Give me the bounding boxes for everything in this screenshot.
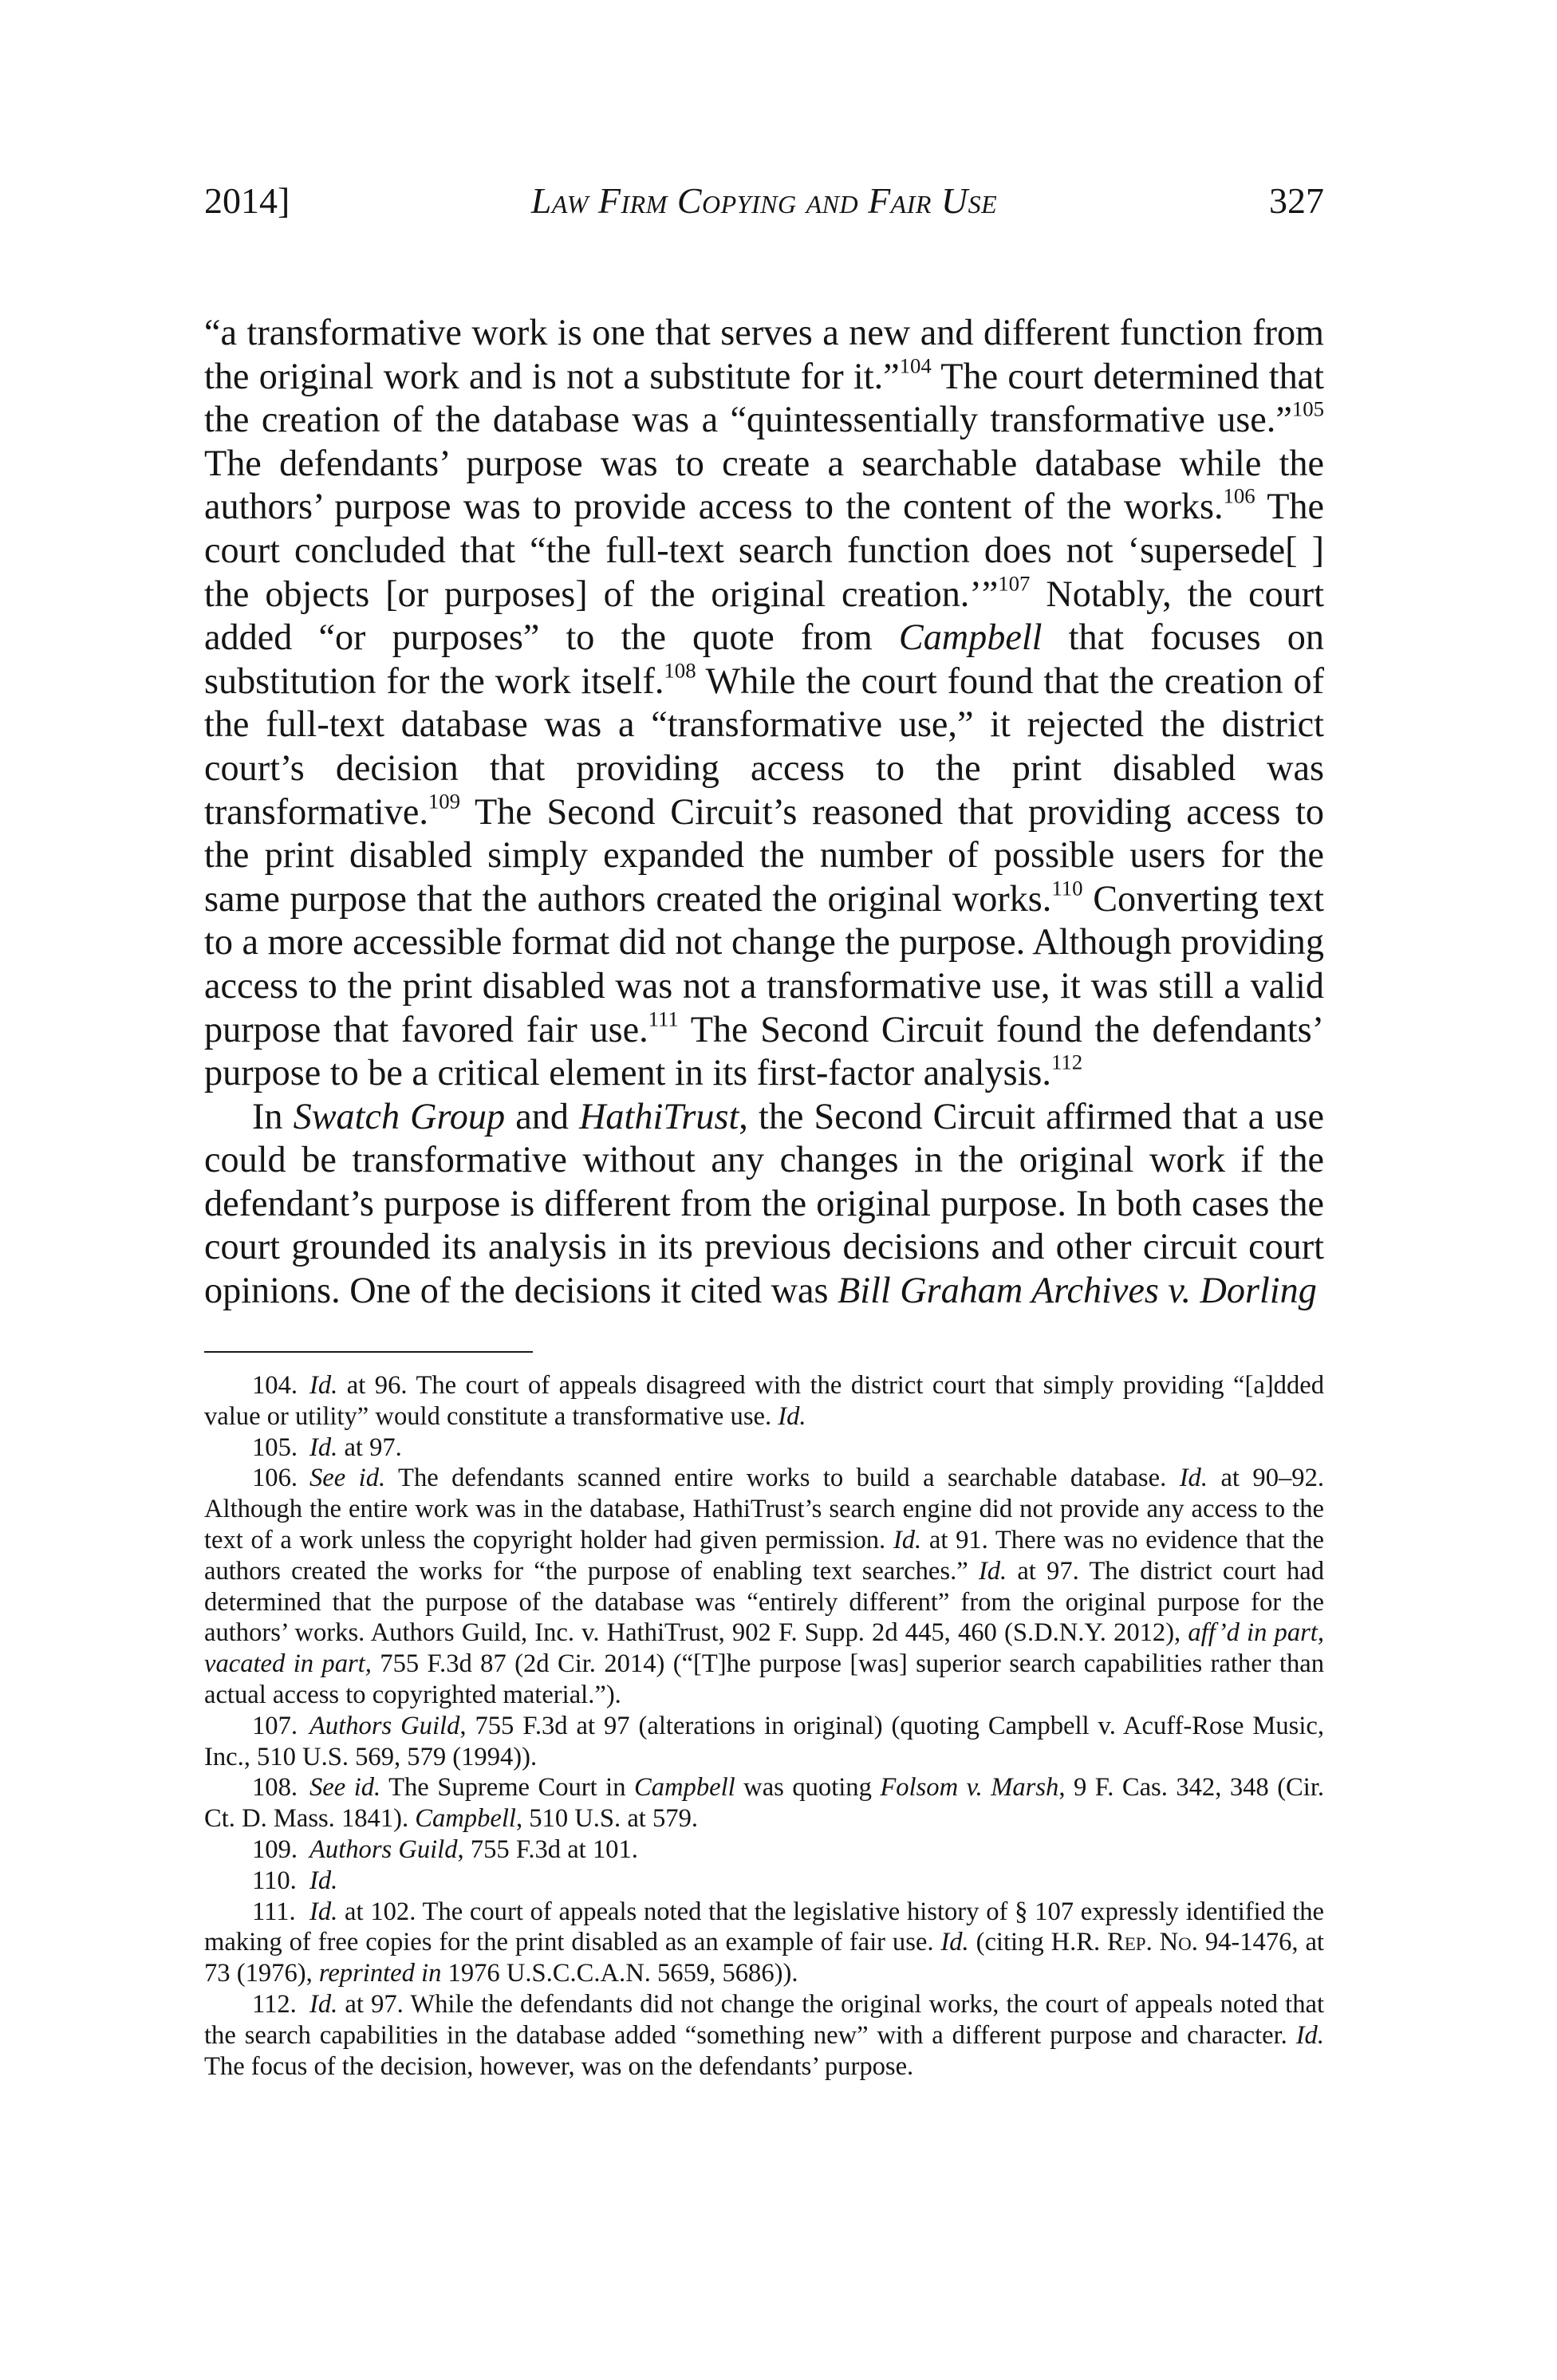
footnote-108 <box>204 1772 1324 1834</box>
footnote-ref-106: 106 <box>1223 484 1255 509</box>
text-run: 755 F.3d 87 (2d Cir. 2014) (“[T]he purpose [was] superior search capabilities rather than actual access to copyrighted material.”). <box>204 1649 1324 1709</box>
citation-signal: Id. <box>940 1928 969 1957</box>
text-run: “a transformative work is one that serves a new and different function from the original work and is not a substitute for it.” <box>204 312 1324 396</box>
citation-signal: See id. <box>309 1464 386 1493</box>
text-run: In <box>252 1095 294 1137</box>
citation-signal: Id. <box>309 1432 338 1462</box>
footnote-number: 112. <box>252 1989 297 2019</box>
citation-signal: Id. <box>1179 1464 1208 1493</box>
text-run: The court determined that the creation of the database was a “quintessentially transformative use.” <box>204 355 1324 440</box>
text-run: The defendants’ purpose was to create a searchable database while the authors’ purpose was to provide access to the content of the works. <box>204 442 1324 527</box>
main-text <box>204 311 1324 1313</box>
text-run: that focuses on substitution for the work itself. <box>204 617 1324 701</box>
text-run: While the court found that the creation of the full-text database was a “transformative use,” it rejected the district court’s decision that providing access to the print disabled was transformative. <box>204 660 1324 832</box>
citation-signal: Id. <box>1295 2020 1324 2050</box>
citation-signal: Id. <box>309 1371 338 1400</box>
footnote-105 <box>204 1432 1324 1464</box>
citation-signal: Id. <box>309 1897 338 1926</box>
footnote-ref-105: 105 <box>1291 396 1324 421</box>
case-name: Folsom v. Marsh <box>880 1773 1059 1803</box>
citation-signal: See id. <box>309 1773 381 1803</box>
paragraph-1 <box>204 311 1324 1095</box>
footnote-number: 107. <box>252 1711 298 1740</box>
footnote-ref-109: 109 <box>428 789 461 814</box>
footnote-number: 110. <box>252 1866 297 1895</box>
text-run: The focus of the decision, however, was on the defendants’ purpose. <box>204 2051 914 2081</box>
text-run: , 510 U.S. at 579. <box>515 1804 699 1834</box>
case-name: Authors Guild <box>309 1711 460 1740</box>
citation-signal: Id. <box>893 1525 922 1554</box>
text-run: , the Second Circuit affirmed that a use could be transformative without any changes in the original work if the defendant’s purpose is different from the original purpose. In both cases the court grounded its analysis in its previous decisions and other circuit court opinions. One of the decisions it cited was <box>204 1095 1324 1311</box>
text-run: (citing <box>968 1928 1051 1957</box>
footnote-number: 111. <box>252 1897 296 1926</box>
text-run: at 102. The court of appeals noted that the legislative history of § 107 expressly identified the making of free copies for the print disabled as an example of fair use. <box>204 1897 1324 1957</box>
footnote-number: 106. <box>252 1464 298 1493</box>
text-run: at 97. While the defendants did not change the original works, the court of appeals noted that the search capabilities in the database added “something new” with a different purpose and character. <box>204 1989 1324 2050</box>
text-run: The Supreme Court in <box>380 1773 635 1803</box>
text-run: , 755 F.3d at 97 (alterations in original) (quoting Campbell v. Acuff-Rose Music, Inc., 510 U.S. 569, 579 (1994)). <box>204 1711 1324 1771</box>
text-run: at 91. There was no evidence that the authors created the works for “the purpose of enabling text searches.” <box>204 1525 1324 1586</box>
case-name: Campbell <box>898 617 1043 658</box>
text-run: at 96. The court of appeals disagreed with the district court that simply providing “[a]dded value or utility” would constitute a transformative use. <box>204 1371 1324 1431</box>
text-run: Notably, the court added “or purposes” to the quote from <box>204 573 1324 658</box>
footnote-ref-107: 107 <box>998 571 1031 596</box>
footnote-ref-111: 111 <box>648 1007 679 1031</box>
footnote-number: 108. <box>252 1773 298 1803</box>
footnote-110 <box>204 1866 1324 1897</box>
footnote-number: 109. <box>252 1834 298 1864</box>
citation-signal: Id. <box>778 1401 806 1431</box>
footnote-107 <box>204 1711 1324 1773</box>
footnote-111 <box>204 1897 1324 1989</box>
case-name: HathiTrust <box>579 1095 739 1137</box>
case-name: Swatch Group <box>293 1095 506 1137</box>
footnote-ref-108: 108 <box>664 658 696 683</box>
case-name: Campbell <box>415 1804 516 1834</box>
text-run: , 9 F. Cas. 342, 348 (Cir. Ct. D. Mass. 1841). <box>204 1773 1325 1834</box>
footnote-109 <box>204 1834 1324 1866</box>
text-run: , 755 F.3d at 101. <box>457 1834 638 1864</box>
case-name: Authors Guild <box>309 1834 458 1864</box>
footnote-ref-110: 110 <box>1051 876 1083 900</box>
text-run: The defendants scanned entire works to build a searchable database. <box>385 1464 1180 1493</box>
footnote-ref-112: 112 <box>1050 1050 1083 1074</box>
paragraph-2 <box>204 1095 1324 1313</box>
case-name: Bill Graham Archives v. Dorling <box>838 1270 1317 1311</box>
report-citation: H.R. Rep. No. <box>1050 1928 1198 1957</box>
text-run: The court concluded that “the full-text search function does not ‘supersede[ ] the objects [or purposes] of the original creation.’” <box>204 486 1324 614</box>
citation-signal: Id. <box>309 1989 338 2019</box>
footnote-divider <box>204 1351 533 1353</box>
header-page-number: 327 <box>1269 180 1324 221</box>
text-run: at 90–92. Although the entire work was in the database, HathiTrust’s search engine did not provide any access to the text of a work unless the copyright holder had given permission. <box>204 1464 1325 1554</box>
citation-signal: reprinted in <box>318 1959 442 1988</box>
case-name: Campbell <box>634 1773 735 1803</box>
text-run: The Second Circuit found the defendants’ purpose to be a critical element in its first-factor analysis. <box>204 1008 1324 1093</box>
footnote-number: 104. <box>252 1371 298 1400</box>
footnote-106 <box>204 1463 1324 1710</box>
header-title: Law Firm Copying and Fair Use <box>530 180 998 221</box>
text-run: was quoting <box>735 1773 881 1803</box>
text-run: The Second Circuit’s reasoned that providing access to the print disabled simply expanded the number of possible users for the same purpose that the authors created the original works. <box>204 790 1324 919</box>
text-run: at 97. The district court had determined that the purpose of the database was “entirely different” from the original purpose for the authors’ works. Authors Guild, Inc. v. HathiTrust, 902 F. Supp. 2d 445, 460 (S.D.N.Y. 2012), <box>204 1556 1324 1648</box>
text-run: and <box>505 1095 580 1137</box>
text-run: 1976 U.S.C.C.A.N. 5659, 5686)). <box>441 1959 798 1988</box>
running-header <box>204 177 1324 225</box>
footnote-ref-104: 104 <box>899 353 932 378</box>
citation-signal: aff’d in part, vacated in part, <box>204 1618 1324 1679</box>
text-run: at 97. <box>337 1432 402 1462</box>
citation-signal: Id. <box>978 1556 1007 1586</box>
footnote-112 <box>204 1989 1324 2082</box>
citation-signal: Id. <box>309 1866 338 1895</box>
footnote-number: 105. <box>252 1432 298 1462</box>
text-run: 94-1476, at 73 (1976), <box>204 1928 1324 1988</box>
header-year: 2014] <box>204 180 290 221</box>
footnote-104 <box>204 1370 1324 1432</box>
footnotes <box>204 1370 1324 2082</box>
text-run: Converting text to a more accessible format did not change the purpose. Although providing access to the print disabled was not a transformative use, it was still a valid purpose that favored fair use. <box>204 877 1324 1050</box>
